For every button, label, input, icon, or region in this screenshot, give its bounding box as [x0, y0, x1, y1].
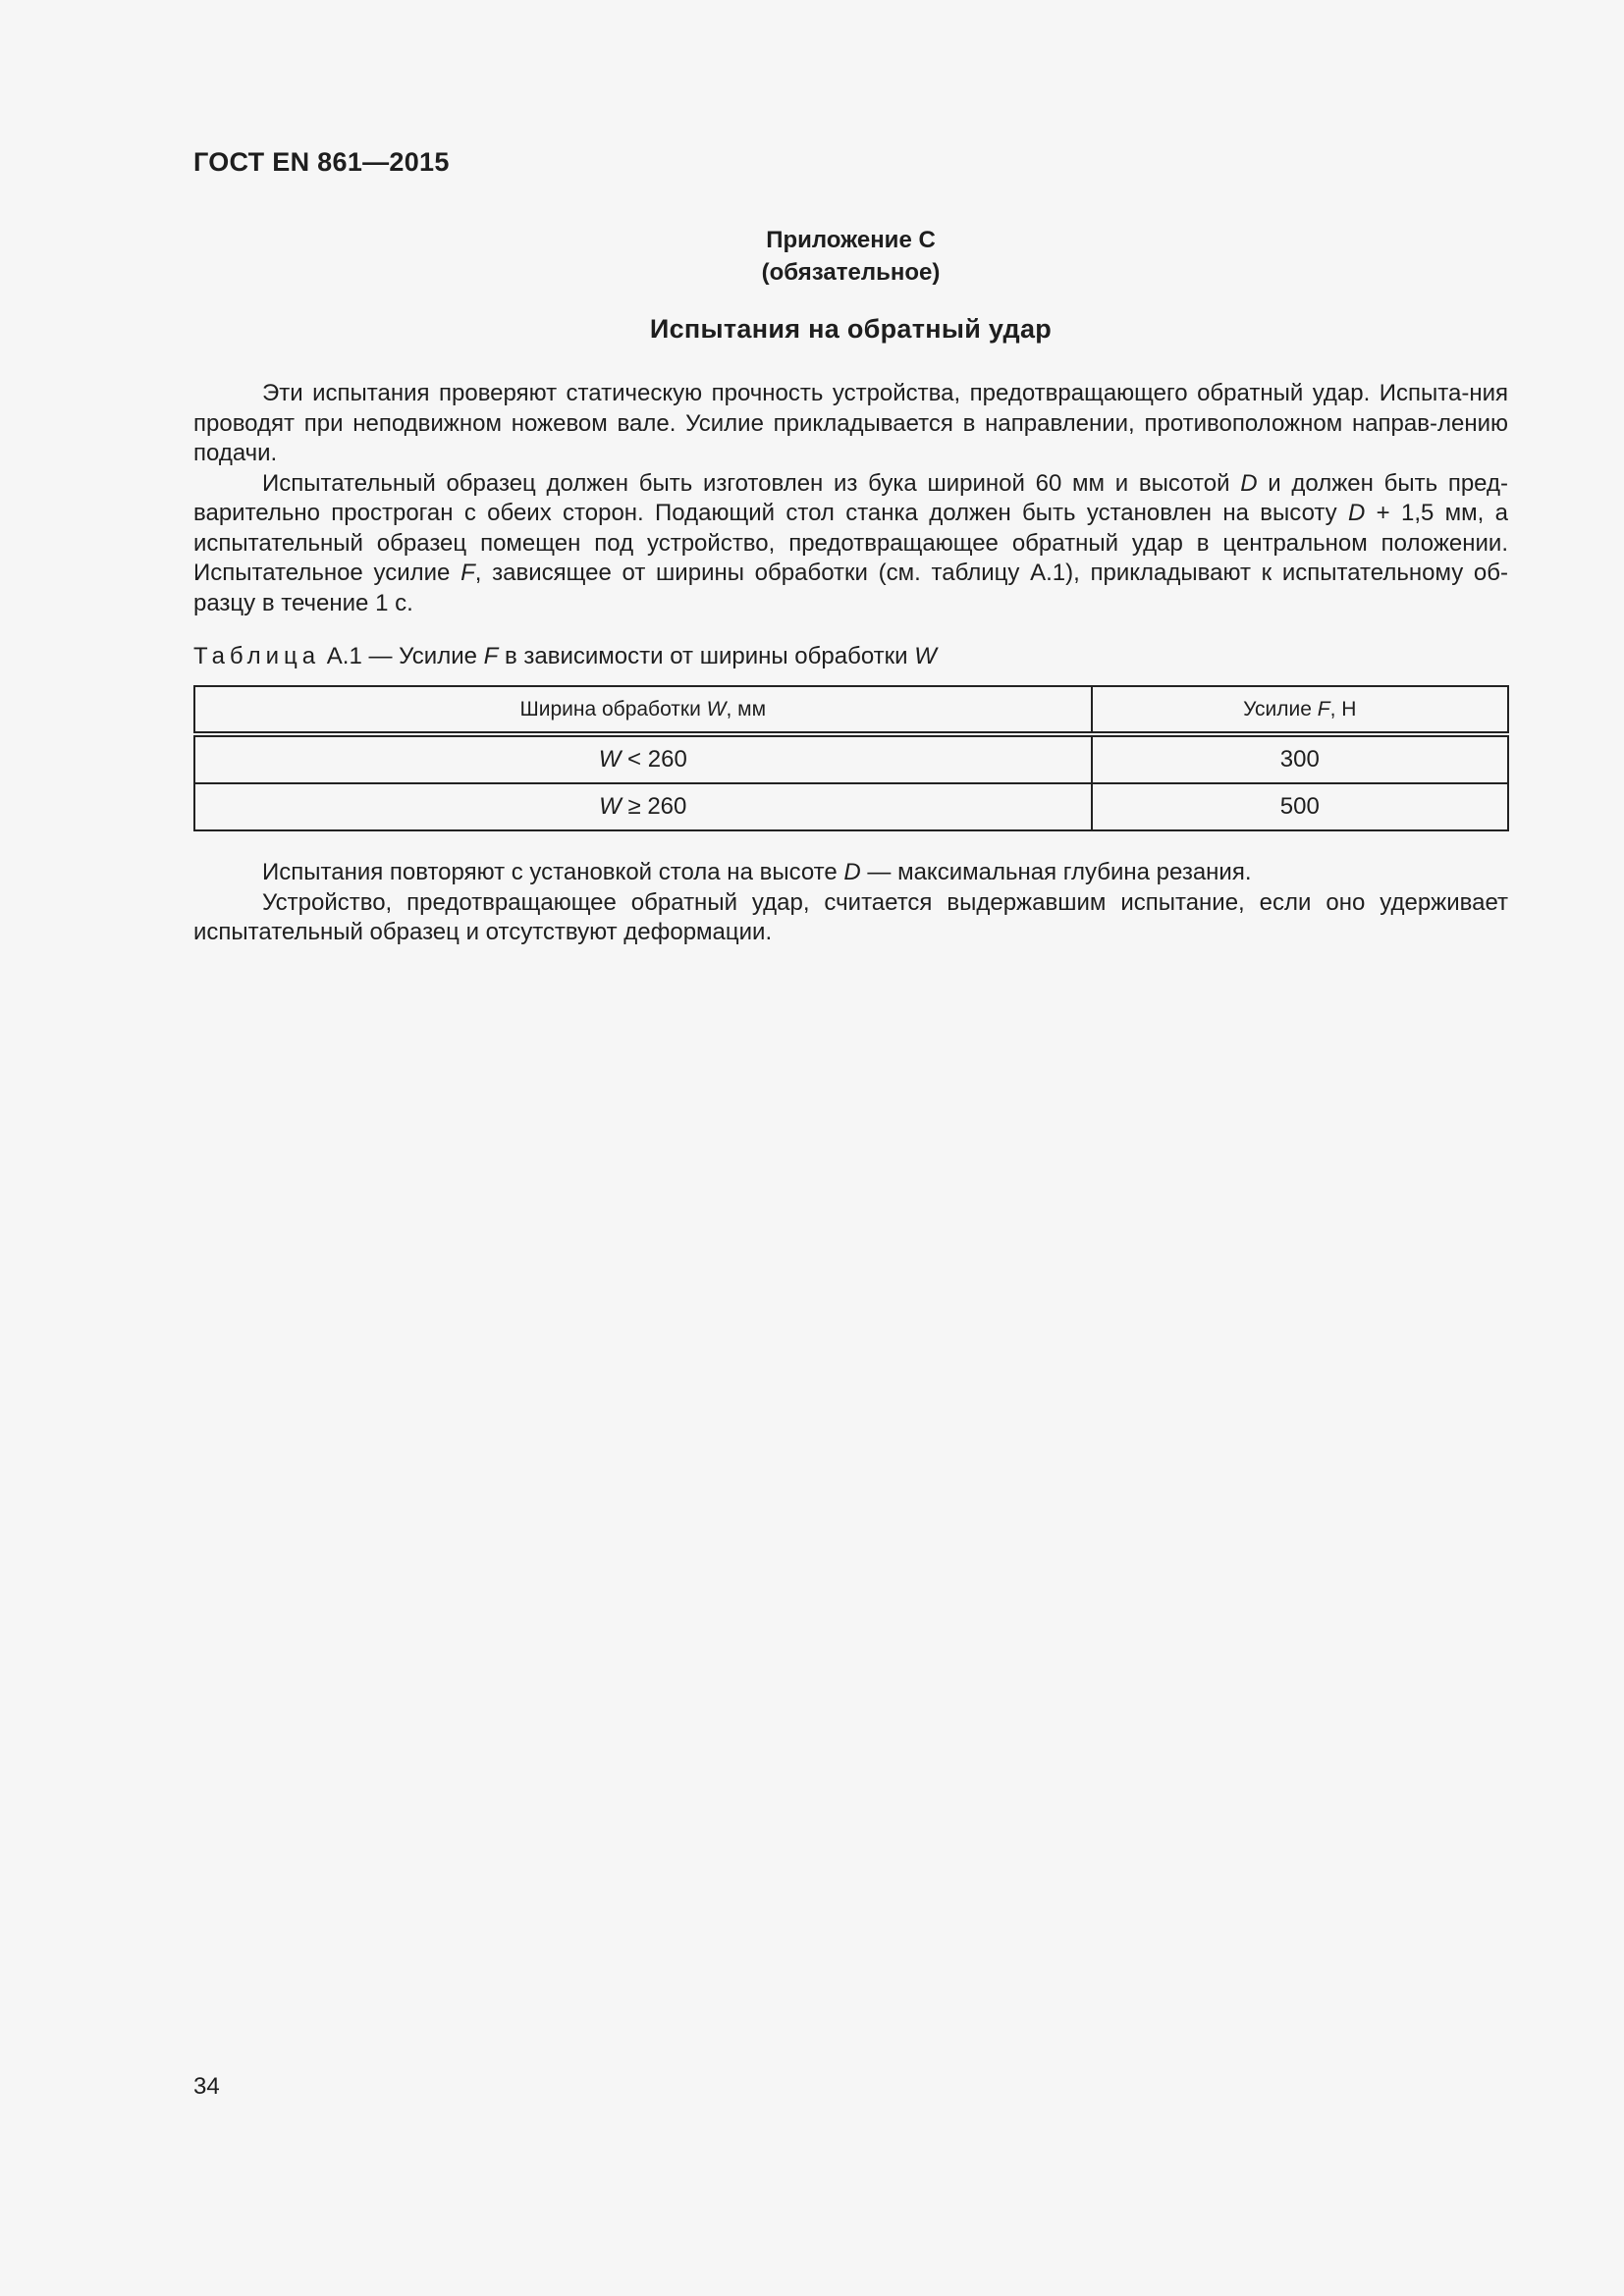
paragraph-pass-criteria: Устройство, предотвращающее обратный удар, считается выдержавшим испытание, если оно удерживает испытательный образец и отсутствуют деформации. — [193, 888, 1508, 945]
variable-w: W — [598, 746, 622, 773]
table-header-row — [194, 686, 1508, 734]
variable-f: F — [1317, 697, 1330, 721]
variable-f: F — [483, 643, 499, 669]
cell-force-value: 500 — [1092, 783, 1508, 830]
annex-label: Приложение С — [766, 227, 936, 253]
paragraph-purpose: Эти испытания проверяют статическую прочность устройства, предотвращающего обратный удар. Испыта-ния проводят при неподвижном ножевом вале. Усилие прикладывается в направлении, противоположном направ-лению подачи. — [193, 380, 1508, 466]
text-segment: , зависящее от ширины обработки (см. таблицу А.1), прикладывают к испытательному об-разцу в течение 1 с. — [193, 560, 1509, 616]
text-segment: и должен быть пред-варительно простроган с обеих сторон. Подающий стол станка должен быть установлен на высоту — [193, 469, 1508, 526]
annex-title: Испытания на обратный удар — [649, 314, 1053, 344]
variable-d: D — [843, 859, 861, 885]
paragraph-specimen — [193, 469, 1508, 619]
text-segment: — максимальная глубина резания. — [860, 859, 1252, 885]
table-caption-number: А.1 — Усилие — [326, 643, 484, 669]
header-unit: , мм — [726, 697, 767, 721]
condition-text: < 260 — [621, 746, 687, 773]
variable-w: W — [599, 793, 622, 820]
variable-f: F — [460, 560, 475, 586]
text-segment: Испытания повторяют с установкой стола на высоте — [262, 859, 844, 885]
variable-w: W — [914, 643, 937, 669]
table-row — [194, 783, 1508, 830]
variable-d: D — [1240, 469, 1258, 497]
condition-text: ≥ 260 — [621, 793, 687, 820]
page-number: 34 — [193, 2073, 220, 2100]
document-code: ГОСТ EN 861—2015 — [193, 147, 450, 177]
header-text: Усилие — [1243, 697, 1318, 721]
table-row — [194, 734, 1508, 783]
variable-d: D — [1347, 500, 1366, 526]
annex-heading — [193, 224, 1508, 289]
header-text: Ширина обработки — [519, 697, 707, 721]
header-width — [194, 686, 1092, 734]
variable-w: W — [706, 697, 727, 721]
conclusion-text — [193, 858, 1508, 948]
cell-width-condition — [194, 783, 1092, 830]
text-segment: Испытательный образец должен быть изготовлен из бука шириной 60 мм и высотой — [262, 469, 1241, 497]
intro-text — [193, 379, 1508, 618]
table-caption — [193, 642, 937, 671]
cell-width-condition — [194, 734, 1092, 783]
header-force — [1092, 686, 1508, 734]
paragraph-repeat — [193, 858, 1508, 888]
annex-status: (обязательное) — [761, 259, 941, 286]
header-unit: , Н — [1329, 697, 1357, 721]
table-caption-label: Таблица — [193, 643, 321, 669]
table-caption-text: в зависимости от ширины обработки — [498, 643, 915, 669]
text-segment: + 1,5 мм, а испытательный образец помещен под устройство, предотвращающее обратный удар в центральном положении. Испытательное усилие — [193, 500, 1508, 586]
force-table — [193, 685, 1509, 831]
cell-force-value: 300 — [1092, 734, 1508, 783]
